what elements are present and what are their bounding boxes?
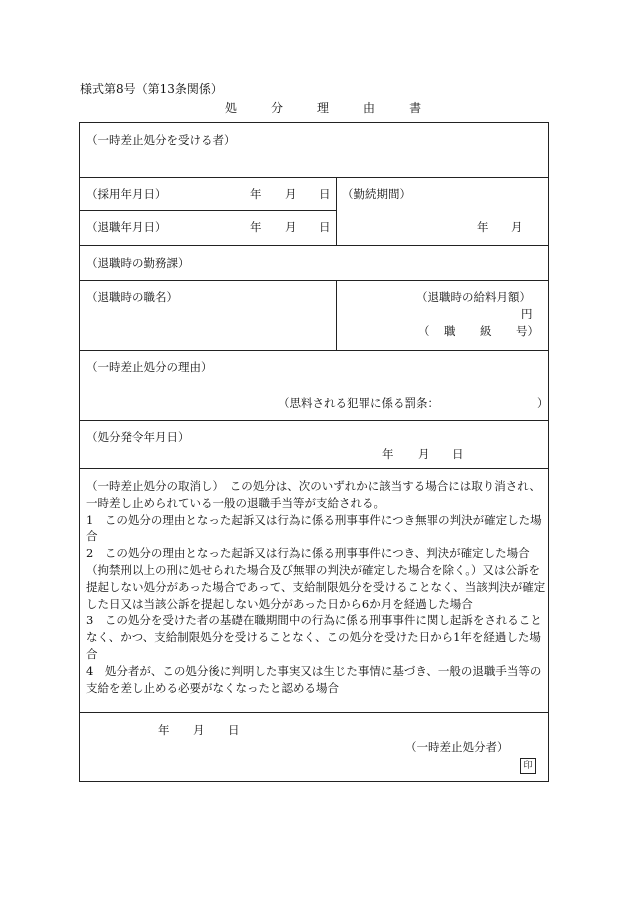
- position-label: （退職時の職名）: [86, 290, 178, 304]
- row-divider: [79, 210, 336, 211]
- column-divider: [336, 280, 337, 350]
- cancellation-intro: （一時差止処分の取消し） この処分は、次のいずれかに該当する場合には取り消され、一時差し止められている一般の退職手当等が支給される。: [86, 479, 541, 510]
- column-divider: [336, 177, 337, 245]
- seal-mark: 印: [520, 758, 536, 774]
- row-divider: [79, 712, 549, 713]
- retire-date-year: 年: [250, 220, 262, 234]
- title-char: 由: [363, 101, 376, 115]
- salary-label: （退職時の給料月額）: [416, 290, 531, 304]
- service-period-year: 年: [477, 220, 489, 234]
- salary-grade-go: 号）: [516, 324, 539, 338]
- recipient-label: （一時差止処分を受ける者）: [86, 133, 236, 147]
- document-title: [225, 99, 455, 116]
- issue-date-day: 日: [452, 447, 464, 461]
- title-char: 処: [225, 101, 238, 115]
- signature-month: 月: [193, 723, 205, 737]
- hire-date-day: 日: [319, 187, 331, 201]
- service-period-month: 月: [511, 220, 523, 234]
- issue-date-year: 年: [382, 447, 394, 461]
- row-divider: [79, 245, 549, 246]
- issue-date-label: （処分発令年月日）: [86, 430, 190, 444]
- cancellation-item: 1 この処分の理由となった起訴又は行為に係る刑事事件につき無罪の判決が確定した場合: [86, 512, 542, 544]
- hire-date-year: 年: [250, 187, 262, 201]
- retire-date-day: 日: [319, 220, 331, 234]
- salary-grade-open: （: [418, 324, 430, 338]
- penalty-close: ）: [537, 396, 549, 410]
- salary-yen: 円: [521, 307, 533, 321]
- form-number: 様式第8号（第13条関係）: [80, 82, 223, 96]
- signature-year: 年: [158, 723, 170, 737]
- department-label: （退職時の勤務課）: [86, 256, 190, 270]
- reason-label: （一時差止処分の理由）: [86, 360, 213, 374]
- retire-date-month: 月: [285, 220, 297, 234]
- title-char: 書: [409, 101, 422, 115]
- row-divider: [79, 280, 549, 281]
- hire-date-month: 月: [285, 187, 297, 201]
- salary-grade-shoku: 職: [444, 324, 456, 338]
- penalty-label: （思料される犯罪に係る罰条：: [278, 396, 439, 410]
- service-period-label: （勤続期間）: [342, 187, 411, 201]
- salary-grade-kyu: 級: [480, 324, 492, 338]
- row-divider: [79, 350, 549, 351]
- issue-date-month: 月: [418, 447, 430, 461]
- row-divider: [79, 420, 549, 421]
- row-divider: [79, 468, 549, 469]
- cancellation-item: 3 この処分を受けた者の基礎在職期間中の行為に係る刑事事件に関し起訴をされることなく、かつ、支給制限処分を受けることなく、この処分を受けた日から1年を経過した場合: [86, 613, 542, 661]
- title-char: 分: [271, 101, 284, 115]
- retire-date-label: （退職年月日）: [86, 220, 167, 234]
- row-divider: [79, 177, 549, 178]
- title-char: 理: [317, 101, 330, 115]
- cancellation-item: 2 この処分の理由となった起訴又は行為に係る刑事事件につき、判決が確定した場合（拘禁刑以上の刑に処せられた場合及び無罪の判決が確定した場合を除く。）又は公訴を提起しない処分があった場合であって、支給制限処分を受けることなく、当該判決が確定した日又は当該公訴を提起しない処分があった日から6か月を経過した場合: [86, 546, 546, 611]
- cancellation-item: 4 処分者が、この処分後に判明した事実又は生じた事情に基づき、一般の退職手当等の支給を差し止める必要がなくなったと認める場合: [86, 663, 542, 695]
- signature-day: 日: [228, 723, 240, 737]
- hire-date-label: （採用年月日）: [86, 187, 167, 201]
- cancellation-clause: [86, 478, 546, 696]
- issuer-label: （一時差止処分者）: [405, 740, 509, 754]
